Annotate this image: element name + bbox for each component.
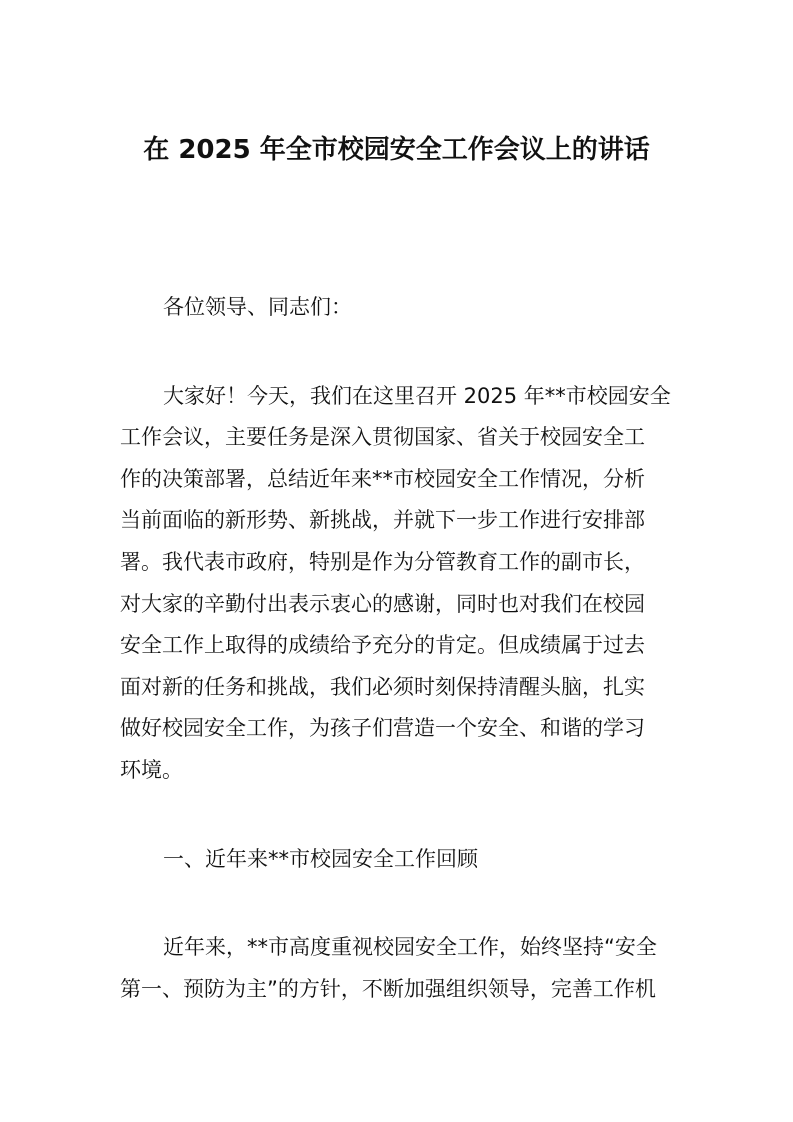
paragraph-gap: [120, 329, 680, 376]
document-body: [120, 287, 680, 1010]
paragraph-line: 大家好！今天，我们在这里召开 2025 年**市校园安全: [163, 383, 671, 408]
paragraph-line: 署。我代表市政府，特别是作为分管教育工作的副市长，: [120, 549, 645, 574]
paragraph-gap: [120, 880, 680, 927]
paragraph-line: 近年来，**市高度重视校园安全工作，始终坚持“安全: [163, 935, 657, 960]
paragraph-line: 安全工作上取得的成绩给予充分的肯定。但成绩属于过去: [120, 633, 645, 658]
document-title: 在 2025 年全市校园安全工作会议上的讲话: [143, 135, 650, 165]
paragraph-1: [120, 376, 680, 792]
paragraph-2: [120, 927, 680, 1010]
paragraph-gap: [120, 792, 680, 839]
paragraph-line: 第一、预防为主”的方针，不断加强组织领导，完善工作机: [120, 976, 656, 1001]
section-heading: 一、近年来**市校园安全工作回顾: [163, 846, 478, 871]
paragraph-line: 工作会议，主要任务是深入贯彻国家、省关于校园安全工: [120, 425, 645, 450]
paragraph-line: 环境。: [120, 757, 183, 782]
salutation: 各位领导、同志们：: [163, 295, 352, 319]
paragraph-line: 作的决策部署，总结近年来**市校园安全工作情况，分析: [120, 466, 645, 491]
paragraph-line: 对大家的辛勤付出表示衷心的感谢，同时也对我们在校园: [120, 591, 645, 616]
paragraph-line: 当前面临的新形势、新挑战，并就下一步工作进行安排部: [120, 508, 645, 533]
paragraph-line: 面对新的任务和挑战，我们必须时刻保持清醒头脑，扎实: [120, 674, 645, 699]
paragraph-line: 做好校园安全工作，为孩子们营造一个安全、和谐的学习: [120, 716, 645, 741]
